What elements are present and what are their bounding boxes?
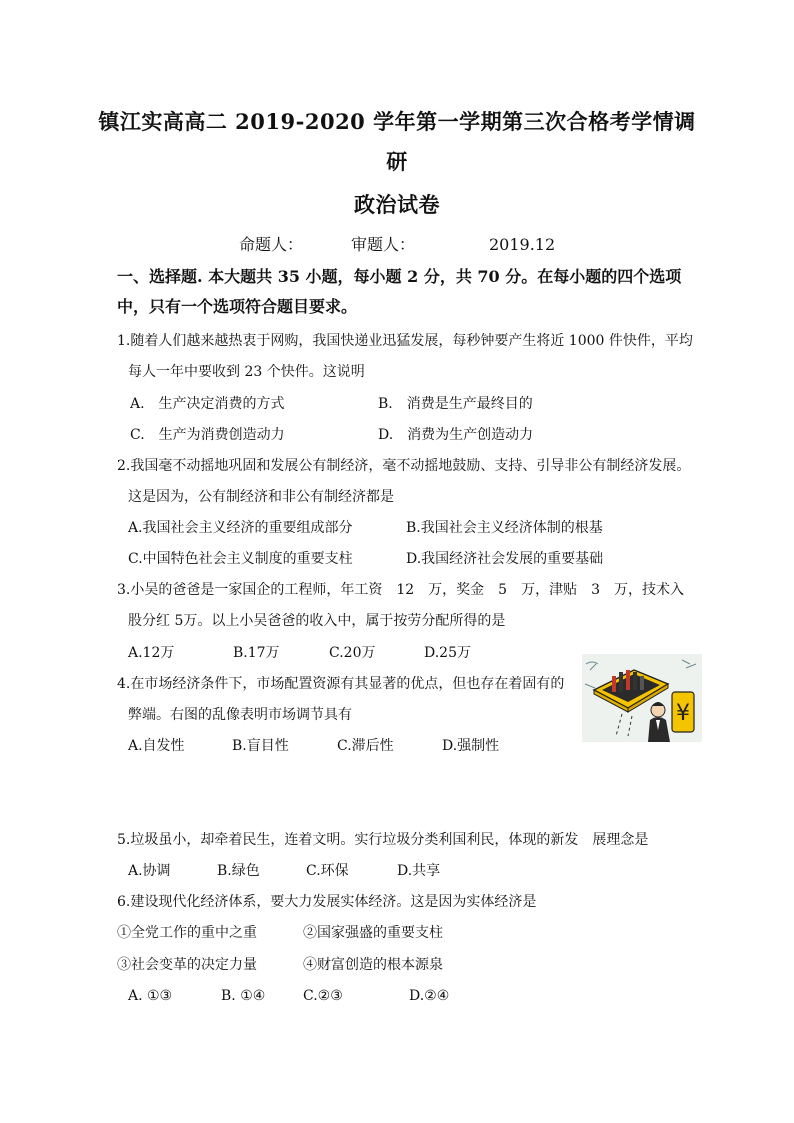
exam-title-line1: 镇江实高高二 2019-2020 学年第一学期第三次合格考学情调 [98,109,696,134]
q3-option-c: C.20万 [329,645,376,661]
q6-statement-2: ②国家强盛的重要支柱 [303,925,443,941]
reviewer-label: 审题人： [351,235,416,254]
q2-option-c: C.中国特色社会主义制度的重要支柱 [128,551,353,567]
q6-option-a: A. ①③ [128,988,173,1004]
q6-option-c: C.②③ [303,988,343,1004]
q6-stem-line1: 6.建设现代化经济体系，要大力发展实体经济。这是因为实体经济是 [117,894,537,910]
q2-option-d: D.我国经济社会发展的重要基础 [406,551,604,567]
market-cartoon-illustration [582,654,702,742]
q4-stem-line1: 4.在市场经济条件下，市场配置资源有其显著的优点，但也存在着固有的 [117,676,565,692]
q4-option-b: B.盲目性 [232,738,289,754]
setter-label: 命题人： [239,235,304,254]
q3-stem-line1: 3.小吴的爸爸是一家国企的工程师，年工资 12 万，奖金 5 万，津贴 3 万，技术入 [117,582,684,598]
q6-statement-4: ④财富创造的根本源泉 [303,957,443,973]
q6-statement-1: ①全党工作的重中之重 [117,925,257,941]
q3-option-a: A.12万 [128,645,175,661]
section1-heading: 一、选择题. 本大题共 35 小题，每小题 2 分，共 70 分。在每小题的四个选项中，只有一个选项符合题目要求。 [117,267,682,316]
q5-option-c: C.环保 [306,863,349,879]
q3-option-d: D.25万 [424,645,471,661]
q1-stem-line2: 每人一年中要收到 23 个快件。这说明 [128,364,365,380]
svg-text:¥: ¥ [676,701,690,726]
q5-option-d: D.共享 [397,863,441,879]
q4-option-a: A.自发性 [128,738,185,754]
q2-option-b: B.我国社会主义经济体制的根基 [406,520,603,536]
q2-stem-line1: 2.我国毫不动摇地巩固和发展公有制经济，毫不动摇地鼓励、支持、引导非公有制经济发展。 [117,458,691,474]
q6-statement-3: ③社会变革的决定力量 [117,957,257,973]
exam-subtitle: 政治试卷 [354,192,440,217]
q1-option-b: B. 消费是生产最终目的 [378,396,533,412]
q2-stem-line2: 这是因为，公有制经济和非公有制经济都是 [128,489,394,505]
q1-option-d: D. 消费为生产创造动力 [378,427,534,443]
q1-option-c: C. 生产为消费创造动力 [130,427,285,443]
q5-option-b: B.绿色 [217,863,260,879]
q4-stem-line2: 弊端。右图的乱像表明市场调节具有 [128,707,352,723]
q2-option-a: A.我国社会主义经济的重要组成部分 [128,520,353,536]
market-cartoon-image [582,654,702,742]
q6-option-b: B. ①④ [221,988,266,1004]
exam-meta [239,232,555,255]
q1-option-a: A. 生产决定消费的方式 [130,396,285,412]
q4-option-c: C.滞后性 [337,738,394,754]
exam-date: 2019.12 [489,235,556,254]
q1-stem-line1: 1.随着人们越来越热衷于网购，我国快递业迅猛发展，每秒钟要产生将近 1000 件快件，平均 [117,333,693,349]
q5-option-a: A.协调 [128,863,171,879]
q3-option-b: B.17万 [233,645,280,661]
q5-stem-line1: 5.垃圾虽小，却牵着民生，连着文明。实行垃圾分类利国利民，体现的新发 展理念是 [117,832,649,848]
q4-option-d: D.强制性 [442,738,500,754]
exam-title-line2: 研 [386,149,408,174]
q6-option-d: D.②④ [409,988,450,1004]
q3-stem-line2: 股分红 5万。以上小吴爸爸的收入中，属于按劳分配所得的是 [128,613,506,629]
